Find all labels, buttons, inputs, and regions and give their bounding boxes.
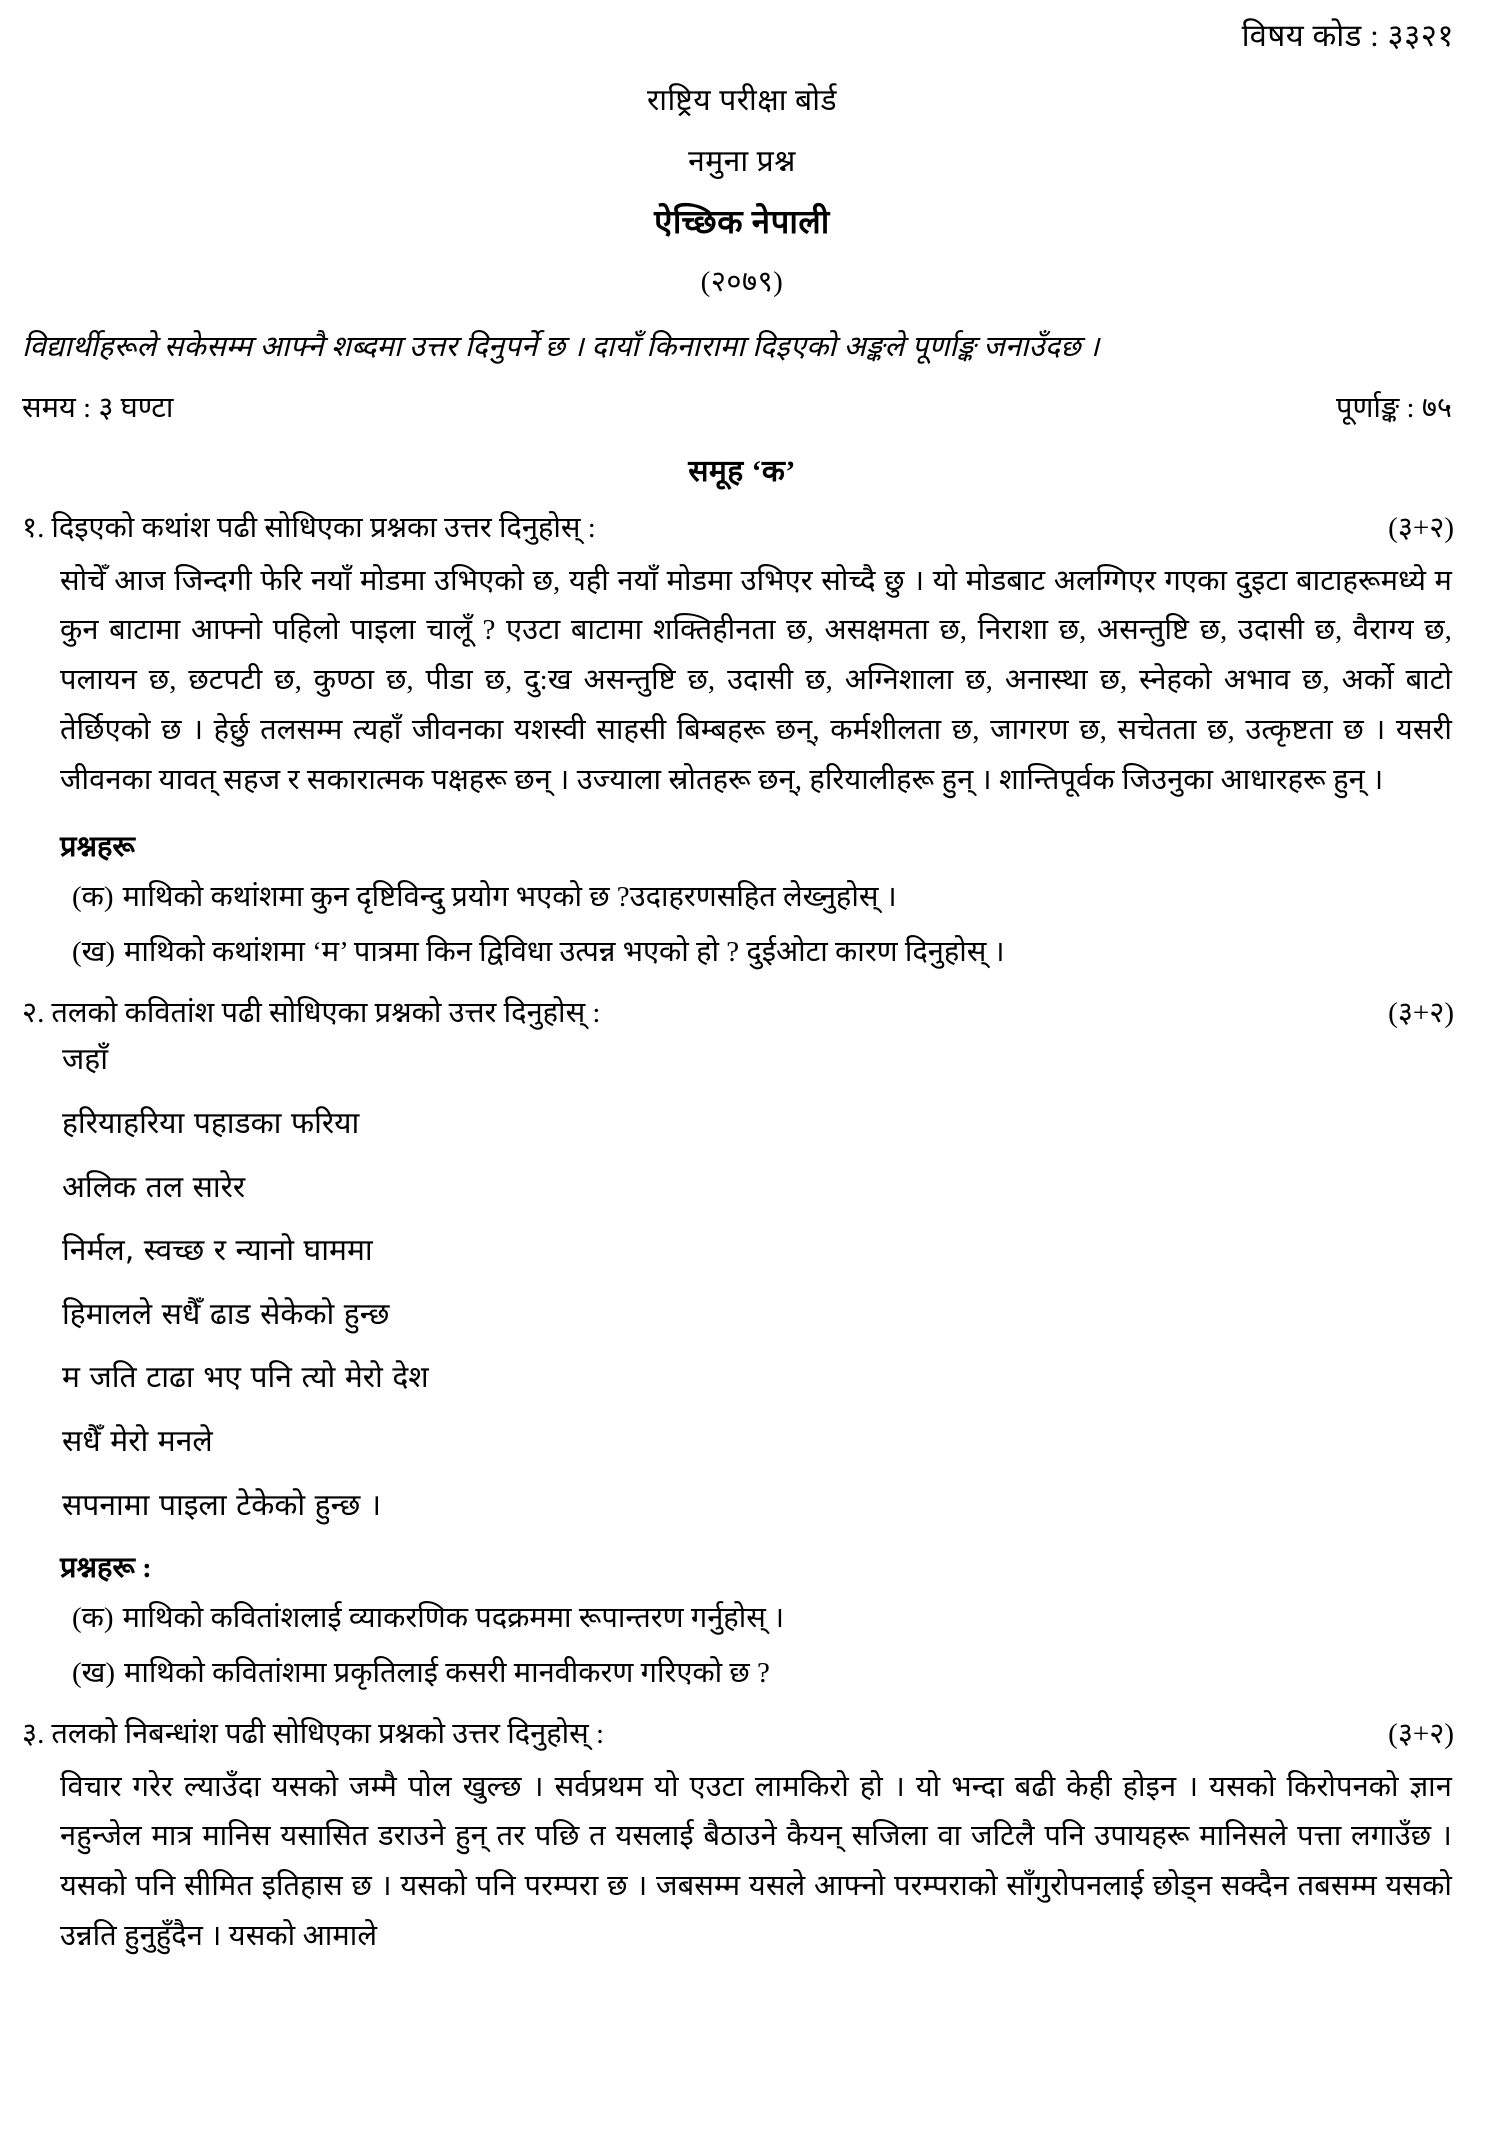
sub-question [72, 1596, 1462, 1641]
poem-line: सधैँ मेरो मनले [62, 1423, 213, 1459]
question-2-stem: तलको कवितांश पढी सोधिएका प्रश्नको उत्तर दिनुहोस् : [51, 996, 601, 1029]
question-2-marks: (३+२) [1388, 996, 1454, 1029]
question-1-number: १. [22, 511, 45, 544]
time-allowed: समय : ३ घण्टा [22, 392, 174, 425]
question-1 [22, 508, 1462, 975]
question-1-head [22, 508, 1462, 549]
subject-code: विषय कोड : ३३२१ [1241, 18, 1454, 53]
general-instruction: विद्यार्थीहरूले सकेसम्म आफ्नै शब्दमा उत्तर दिनुपर्ने छ । दायाँ किनारामा दिइएको अङ्कले पूर्णाङ्क जनाउँदछ । [22, 331, 1100, 364]
full-marks: पूर्णाङ्क : ७५ [1335, 392, 1452, 425]
sub-question-label: (ख) [72, 935, 116, 968]
title-block [22, 78, 1462, 304]
question-2-subheading: प्रश्नहरू : [60, 1552, 152, 1585]
question-2-head [22, 993, 1462, 1034]
paper-kind: नमुना प्रश्न [688, 144, 796, 178]
question-3-passage: विचार गरेर ल्याउँदा यसको जम्मै पोल खुल्छ । सर्वप्रथम यो एउटा लामकिरो हो । यो भन्दा बढी केही होइन । यसको किरोपनको ज्ञान नहुन्जेल मात्र मानिस यसासित डराउने हुन् तर पछि त यसलाई बैठाउने कैयन् सजिला वा जटिलै पनि उपायहरू मानिसले पत्ता लगाउँछ । यसको पनि सीमित इतिहास छ । यसको पनि परम्परा छ । जबसम्म यसले आफ्नो परम्पराको साँगुरोपनलाई छोड्न सक्दैन तबसम्म यसको उन्नति हुनुहुँदैन । यसको आमाले [60, 1770, 1453, 1953]
question-3-head [22, 1714, 1462, 1755]
question-1-subheading: प्रश्नहरू [60, 830, 135, 863]
poem-line: अलिक तल सारेर [62, 1169, 246, 1205]
question-2 [22, 993, 1462, 1696]
question-2-subquestions [72, 1596, 1462, 1696]
poem-line: हरियाहरिया पहाडका फरिया [62, 1105, 360, 1141]
question-3 [22, 1714, 1462, 1962]
question-2-poem [62, 1039, 1462, 1527]
poem-line: निर्मल, स्वच्छ र न्यानो घाममा [62, 1233, 373, 1269]
poem-line: हिमालले सधैँ ढाड सेकेको हुन्छ [62, 1296, 390, 1332]
poem-line: म जति टाढा भए पनि त्यो मेरो देश [62, 1360, 429, 1396]
question-3-marks: (३+२) [1388, 1718, 1454, 1750]
page-title: ऐच्छिक नेपाली [654, 205, 830, 242]
sub-question-text: माथिको कथांशमा ‘म’ पात्रमा किन द्विविधा उत्पन्न भएको हो ? दुईओटा कारण दिनुहोस् । [124, 935, 1005, 968]
sub-question-label: (क) [72, 880, 114, 913]
board-name: राष्ट्रिय परीक्षा बोर्ड [646, 84, 838, 118]
sub-question [72, 1651, 1462, 1696]
poem-line: जहाँ [62, 1042, 108, 1078]
sub-question [72, 930, 1462, 975]
question-3-stem: तलको निबन्धांश पढी सोधिएका प्रश्नको उत्तर दिनुहोस् : [51, 1718, 605, 1750]
poem-line: सपनामा पाइला टेकेको हुन्छ । [62, 1487, 382, 1523]
paper-year: (२०७९) [700, 265, 784, 298]
sub-question-text: माथिको कथांशमा कुन दृष्टिविन्दु प्रयोग भएको छ ?उदाहरणसहित लेख्नुहोस् । [122, 880, 897, 913]
question-1-passage: सोचेँ आज जिन्दगी फेरि नयाँ मोडमा उभिएको छ, यही नयाँ मोडमा उभिएर सोच्दै छु । यो मोडबाट अलग्गिएर गएका दुइटा बाटाहरूमध्ये म कुन बाटामा आफ्नो पहिलो पाइला चालूँ ? एउटा बाटामा शक्तिहीनता छ, असक्षमता छ, निराशा छ, असन्तुष्टि छ, उदासी छ, वैराग्य छ, पलायन छ, छटपटी छ, कुण्ठा छ, पीडा छ, दु:ख असन्तुष्टि छ, उदासी छ, अग्निशाला छ, अनास्था छ, स्नेहको अभाव छ, अर्को बाटो तेर्छिएको छ । हेर्छु तलसम्म त्यहाँ जीवनका यशस्वी साहसी बिम्बहरू छन्, कर्मशीलता छ, जागरण छ, सचेतता छ, उत्कृष्टता छ । यसरी जीवनका यावत् सहज र सकारात्मक पक्षहरू छन् । उज्याला स्रोतहरू छन्, हरियालीहरू हुन् । शान्तिपूर्वक जिउनुका आधारहरू हुन् । [60, 564, 1452, 797]
question-1-marks: (३+२) [1388, 511, 1454, 544]
sub-question-label: (ख) [72, 1657, 116, 1690]
question-1-subquestions [72, 875, 1462, 975]
question-3-number: ३. [22, 1718, 45, 1750]
exam-meta-row [22, 388, 1462, 429]
question-2-number: २. [22, 996, 45, 1029]
sub-question-text: माथिको कवितांशमा प्रकृतिलाई कसरी मानवीकरण गरिएको छ ? [124, 1657, 770, 1690]
sub-question-text: माथिको कवितांशलाई व्याकरणिक पदक्रममा रूपान्तरण गर्नुहोस् । [122, 1602, 785, 1635]
question-1-stem: दिइएको कथांश पढी सोधिएका प्रश्नका उत्तर दिनुहोस् : [51, 511, 596, 544]
sub-question [72, 875, 1462, 920]
group-heading: समूह ‘क’ [688, 454, 796, 488]
sub-question-label: (क) [72, 1602, 114, 1635]
